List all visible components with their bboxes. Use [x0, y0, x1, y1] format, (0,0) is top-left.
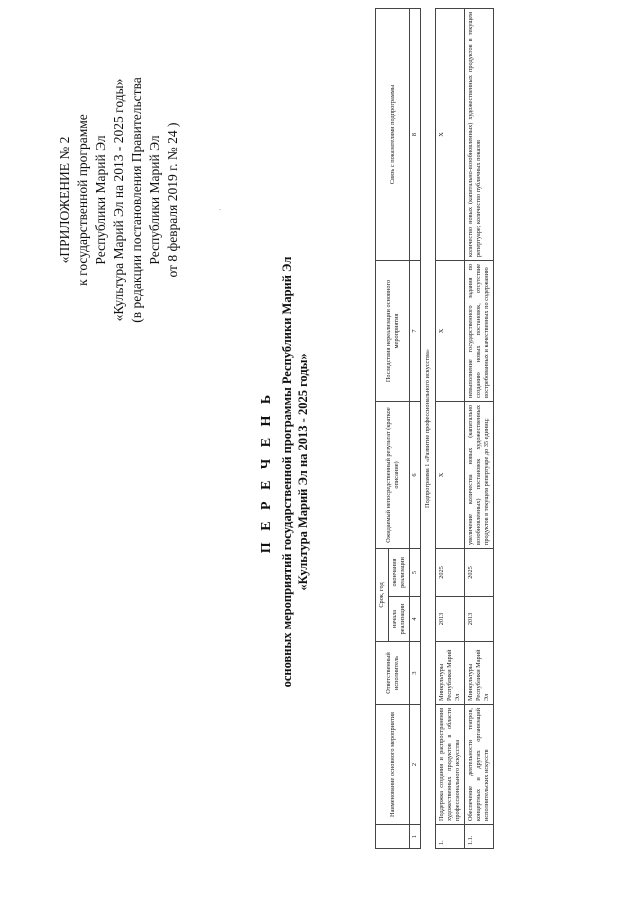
- appendix-line: «Культура Марий Эл на 2013 - 2025 годы»: [111, 78, 126, 322]
- appendix-line: Республики Марий Эл: [147, 135, 162, 265]
- row-executor: Минкультуры Республики Марий Эл: [436, 642, 465, 705]
- column-number: 1: [410, 825, 421, 849]
- subprogram-row: [421, 9, 436, 849]
- header-term: Срок, год: [376, 549, 389, 642]
- column-number: 6: [410, 402, 421, 549]
- row-relation: X: [436, 9, 465, 261]
- row-num: 1.: [436, 825, 465, 849]
- column-number-row: [410, 9, 421, 849]
- column-number: 2: [410, 705, 421, 825]
- header-start: начала реализации: [389, 597, 410, 642]
- header-end: окончания реализации: [389, 549, 410, 597]
- table-row: [436, 9, 465, 849]
- title-line-1: основных мероприятий государственной программы Республики Марий Эл: [280, 256, 294, 688]
- title-line-2: «Культура Марий Эл на 2013 - 2025 годы»: [296, 353, 310, 591]
- row-end: 2025: [465, 549, 494, 597]
- row-name: Обеспечение деятельности театров, концертных и других организаций исполнительских искусств: [465, 705, 494, 825]
- appendix-line: к государственной программе: [75, 114, 90, 286]
- document-title: [257, 82, 311, 862]
- column-number: 8: [410, 9, 421, 261]
- row-num: 1.1.: [465, 825, 494, 849]
- row-result: X: [436, 402, 465, 549]
- header-relation: Связь с показателями подпрограммы: [376, 9, 410, 261]
- row-consequences: X: [436, 261, 465, 402]
- scan-speck: ·: [216, 208, 225, 211]
- row-result: увеличение количества новых (капитально возобновленных) постановок художественных продуктов в текущем репертуаре до 35 единиц;: [465, 402, 494, 549]
- measures-table: [375, 8, 494, 849]
- row-executor: Минкультуры Республики Марий Эл: [465, 642, 494, 705]
- column-number: 4: [410, 597, 421, 642]
- row-name: Поддержка создания и распространения художественных продуктов в области профессионального искусства: [436, 705, 465, 825]
- column-number: 3: [410, 642, 421, 705]
- title-heading: П Е Р Е Ч Е Н Ь: [259, 390, 274, 554]
- row-start: 2013: [436, 597, 465, 642]
- appendix-header: [56, 0, 182, 410]
- appendix-line: «ПРИЛОЖЕНИЕ № 2: [57, 136, 72, 264]
- table-row: [465, 9, 494, 849]
- row-start: 2013: [465, 597, 494, 642]
- appendix-line: (в редакции постановления Правительства: [129, 77, 144, 323]
- table-header-row: [376, 9, 389, 849]
- header-executor: Ответственный исполнитель: [376, 642, 410, 705]
- header-consequences: Последствия нереализации основного мероприятия: [376, 261, 410, 402]
- appendix-line: Республики Марий Эл: [93, 135, 108, 265]
- row-end: 2025: [436, 549, 465, 597]
- appendix-line: от 8 февраля 2019 г. № 24 ): [165, 122, 180, 278]
- column-number: 7: [410, 261, 421, 402]
- column-number: 5: [410, 549, 421, 597]
- row-consequences: невыполнение государственного задания по созданию новых постановок, отсутствие востребованных и качественных по содержанию: [465, 261, 494, 402]
- header-result: Ожидаемый непосредственный результат (краткое описание): [376, 402, 410, 549]
- row-relation: количество новых (капитально-возобновленных) художественных продуктов в текущем репертуаре; количество публичных показов: [465, 9, 494, 261]
- header-num: [376, 825, 410, 849]
- subprogram-title: Подпрограмма 1 «Развитие профессионального искусства»: [421, 9, 436, 849]
- header-name: Наименование основного мероприятия: [376, 705, 410, 825]
